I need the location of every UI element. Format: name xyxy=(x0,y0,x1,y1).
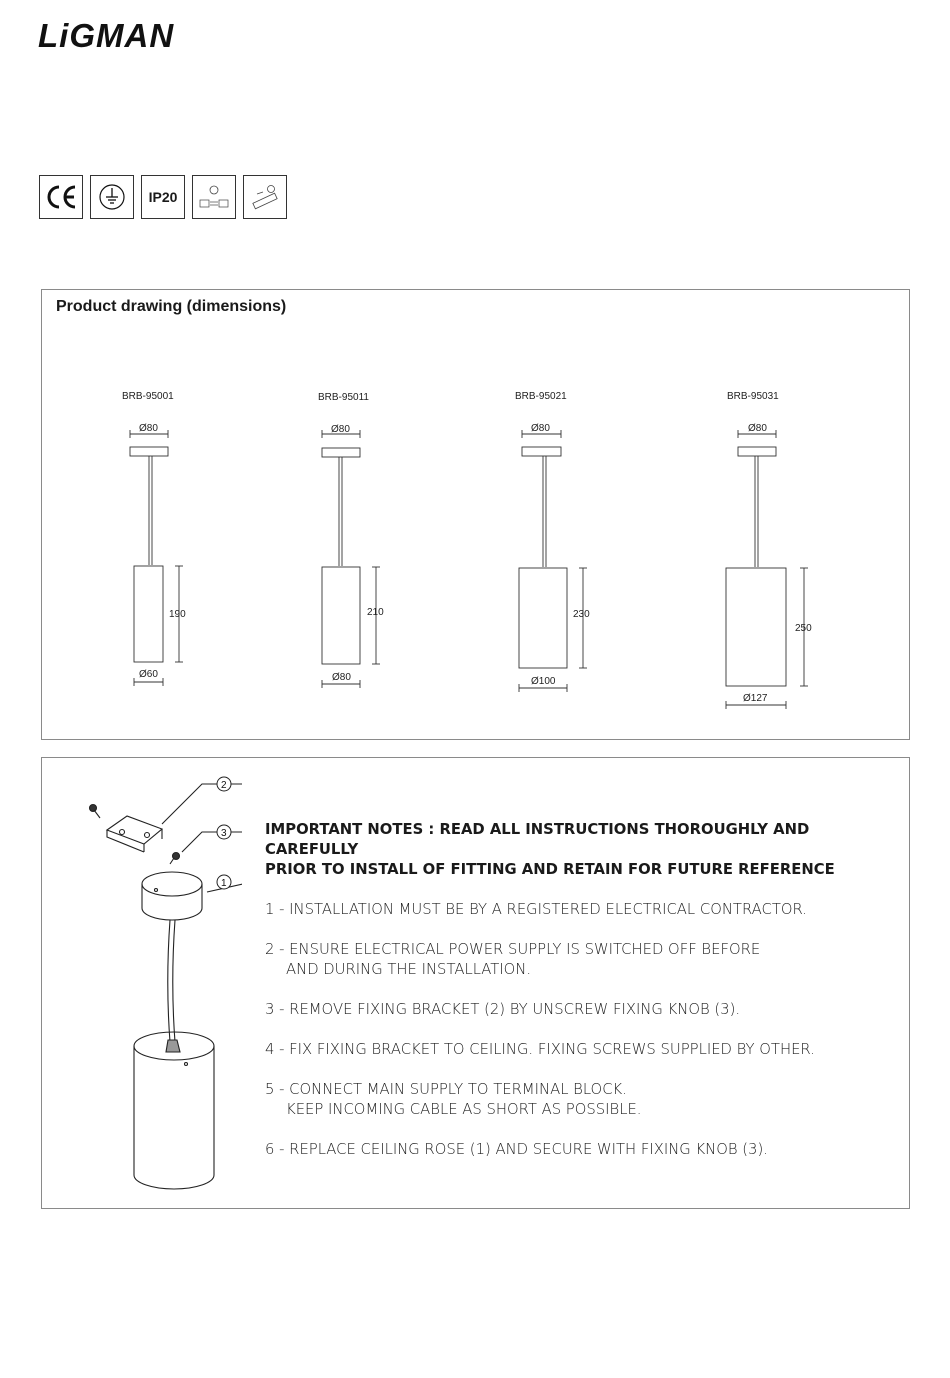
dimmable-icon xyxy=(192,175,236,219)
height-1: 190 xyxy=(169,609,186,620)
installation-panel xyxy=(41,757,910,1209)
model-drawing-4 xyxy=(726,430,808,709)
ce-mark-icon xyxy=(39,175,83,219)
svg-text:LiGMAN: LiGMAN xyxy=(38,18,175,52)
canopy-diameter-3: Ø80 xyxy=(531,423,550,434)
callout-3: 3 xyxy=(221,828,227,839)
canopy-diameter-2: Ø80 xyxy=(331,424,350,435)
height-4: 250 xyxy=(795,623,812,634)
step-6: 6 - REPLACE CEILING ROSE (1) AND SECURE WITH FIXING KNOB (3). xyxy=(265,1141,768,1158)
model-code-4: BRB-95031 xyxy=(727,391,779,402)
body-diameter-1: Ø60 xyxy=(139,669,158,680)
installation-notes xyxy=(265,820,895,1180)
certification-icons xyxy=(39,175,287,219)
model-code-3: BRB-95021 xyxy=(515,391,567,402)
earth-ground-icon xyxy=(90,175,134,219)
ip-rating-icon xyxy=(141,175,185,219)
step-5: 5 - CONNECT MAIN SUPPLY TO TERMINAL BLOCK. KEEP INCOMING CABLE AS SHORT AS POSSIBLE. xyxy=(265,1081,642,1118)
model-drawing-1 xyxy=(130,430,183,686)
callout-markers xyxy=(212,774,242,894)
driver-icon xyxy=(243,175,287,219)
ligman-logo xyxy=(38,18,224,52)
height-3: 230 xyxy=(573,609,590,620)
step-2: 2 - ENSURE ELECTRICAL POWER SUPPLY IS SWITCHED OFF BEFORE AND DURING THE INSTALLATION. xyxy=(265,941,761,978)
canopy-diameter-1: Ø80 xyxy=(139,423,158,434)
body-diameter-2: Ø80 xyxy=(332,672,351,683)
body-diameter-4: Ø127 xyxy=(743,693,768,704)
callout-2: 2 xyxy=(221,780,227,791)
body-diameter-3: Ø100 xyxy=(531,676,556,687)
model-code-2: BRB-95011 xyxy=(318,392,369,403)
callout-1: 1 xyxy=(221,878,227,889)
height-2: 210 xyxy=(367,607,384,618)
step-4: 4 - FIX FIXING BRACKET TO CEILING. FIXING SCREWS SUPPLIED BY OTHER. xyxy=(265,1041,815,1058)
canopy-diameter-4: Ø80 xyxy=(748,423,767,434)
step-1: 1 - INSTALLATION MUST BE BY A REGISTERED ELECTRICAL CONTRACTOR. xyxy=(265,901,807,918)
dimension-drawings xyxy=(42,290,909,739)
product-drawing-panel xyxy=(41,289,910,740)
step-3: 3 - REMOVE FIXING BRACKET (2) BY UNSCREW FIXING KNOB (3). xyxy=(265,1001,741,1018)
model-drawing-2 xyxy=(322,430,380,688)
model-drawing-3 xyxy=(519,430,587,692)
model-code-1: BRB-95001 xyxy=(122,391,174,402)
product-drawing-title: Product drawing (dimensions) xyxy=(56,298,287,315)
notes-heading: IMPORTANT NOTES : READ ALL INSTRUCTIONS THOROUGHLY AND CAREFULLY PRIOR TO INSTALL OF FITTING AND RETAIN FOR FUTURE REFERENCE xyxy=(265,821,835,878)
ip-rating-label: IP20 xyxy=(148,189,178,205)
